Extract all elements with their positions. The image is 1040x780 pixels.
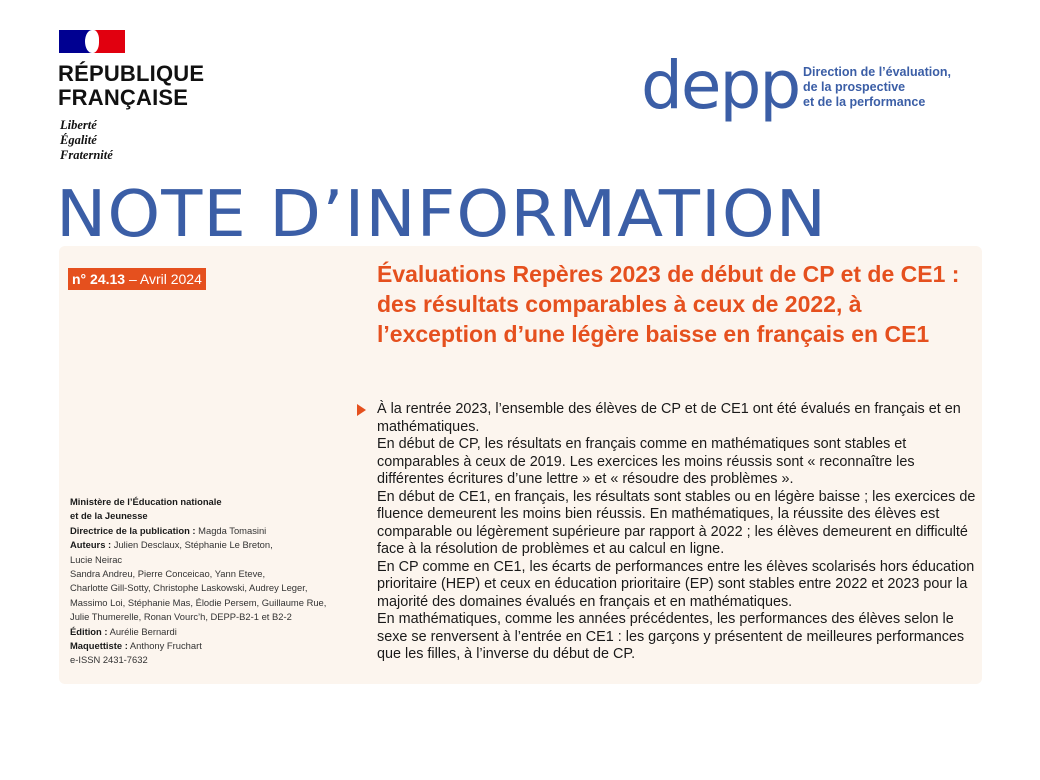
authors-line: Lucie Neirac (70, 553, 123, 565)
summary-paragraph: En mathématiques, comme les années précédentes, les performances des élèves selon le sexe se renversent à l’entrée en CE1 : les garçons y présentent de meilleures performances que les filles, à l’inverse du début de CP. (377, 611, 965, 662)
ministry-line: et de la Jeunesse (70, 510, 148, 522)
ministry-line: Ministère de l’Éducation nationale (70, 496, 222, 507)
issn: e-ISSN 2431-7632 (70, 654, 148, 666)
layout-label: Maquettiste : (70, 640, 128, 652)
summary-paragraph: À la rentrée 2023, l’ensemble des élèves de CP et de CE1 ont été évalués en français et en mathématiques. (377, 401, 961, 435)
authors-line: Massimo Loi, Stéphanie Mas, Élodie Persem, Guillaume Rue, (70, 596, 327, 608)
summary-paragraph: En début de CP, les résultats en français comme en mathématiques sont stables et comparables à ceux de 2019. Les exercices les moins réussis sont « reconnaître les différentes écritures d’une lettre » et « résoudre des problèmes ». (377, 436, 915, 487)
summary-text (377, 401, 977, 664)
summary-paragraph: En début de CE1, en français, les résultats sont stables ou en légère baisse ; les exercices de fluence demeurent les moins bien réussis. En mathématiques, la réussite des élèves est comparable ou légèrement supérieure par rapport à 2022 ; les élèves demeurent en difficulté face à la résolution de problèmes et au calcul en ligne. (377, 488, 976, 557)
national-motto: Liberté Égalité Fraternité (60, 118, 113, 162)
authors-line: Sandra Andreu, Pierre Conceicao, Yann Eteve, (70, 568, 266, 580)
depp-logo: depp (641, 47, 800, 124)
marianne-flag-logo (59, 30, 125, 53)
issue-number: n° 24.13 (72, 271, 126, 287)
summary-paragraph: En CP comme en CE1, les écarts de performances entre les élèves scolarisés hors éducation prioritaire (HEP) et ceux en éducation prioritaire (EP) sont stables entre 2022 et 2023 pour la majorité des domaines évalués en français et en mathématiques. (377, 558, 975, 610)
credits-block (70, 495, 360, 668)
page-title: NOTE D’INFORMATION (56, 178, 828, 252)
authors-line: Julie Thumerelle, Ronan Vourc’h, DEPP-B2-1 et B2-2 (70, 611, 292, 623)
edition-name: Aurélie Bernardi (109, 625, 177, 637)
issue-date: – Avril 2024 (128, 271, 202, 287)
edition-label: Édition : (70, 625, 108, 637)
issue-badge (68, 268, 206, 290)
bullet-arrow-icon (357, 404, 366, 416)
authors-label: Auteurs : (70, 539, 112, 551)
authors-line: Charlotte Gill-Sotty, Christophe Laskowski, Audrey Leger, (70, 582, 308, 594)
layout-name: Anthony Fruchart (129, 640, 202, 652)
depp-subtitle: Direction de l’évaluation, de la prospective et de la performance (803, 65, 951, 109)
director-name: Magda Tomasini (198, 524, 267, 536)
authors-line: Julien Desclaux, Stéphanie Le Breton, (113, 539, 273, 551)
headline: Évaluations Repères 2023 de début de CP et de CE1 : des résultats comparables à ceux de 2022, à l’exception d’une légère baisse en français en CE1 (377, 261, 960, 347)
republique-francaise-name: RÉPUBLIQUE FRANÇAISE (58, 61, 205, 110)
director-label: Directrice de la publication : (70, 524, 196, 536)
